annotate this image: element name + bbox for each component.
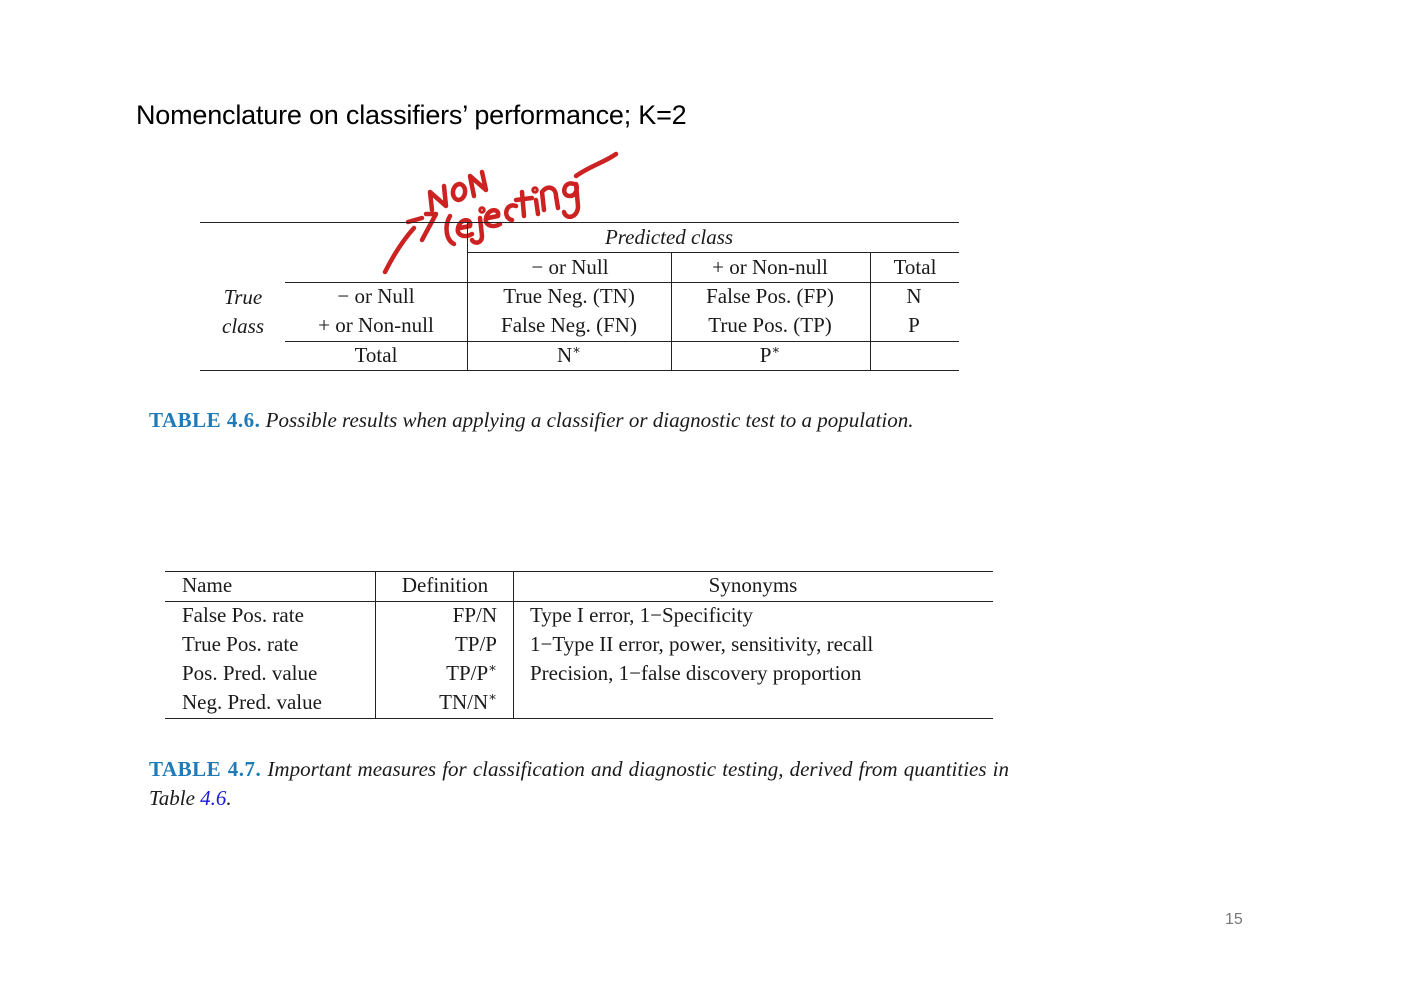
row-synonyms: 1−Type II error, power, sensitivity, recall: [530, 632, 874, 656]
table-4-6-caption-text: Possible results when applying a classifier or diagnostic test to a population.: [265, 408, 914, 432]
row-label-total: Total: [354, 343, 398, 367]
row-name: Pos. Pred. value: [182, 661, 318, 685]
table-4-6-caption-label: TABLE 4.6.: [149, 408, 261, 432]
cell-fp: False Pos. (FP): [706, 284, 834, 308]
cell-fn: False Neg. (FN): [501, 313, 637, 337]
predicted-class-rule: [468, 252, 959, 253]
page-number: 15: [1225, 911, 1243, 928]
header-synonyms: Synonyms: [708, 573, 798, 597]
cell-p-star: P∗: [759, 342, 781, 367]
true-class-label-2: class: [222, 314, 264, 338]
cell-n: N: [906, 284, 922, 308]
col-divider-1: [467, 222, 468, 371]
cell-n-star: N∗: [556, 342, 582, 367]
cell-p: P: [908, 313, 920, 337]
table-bottom-rule: [200, 370, 959, 371]
row-definition: TP/P∗: [446, 660, 497, 685]
true-class-label-1: True: [223, 285, 263, 309]
table-4-7-caption: TABLE 4.7. Important measures for classification and diagnostic testing, derived from quantities in Table 4.6.: [149, 757, 1009, 810]
table-4-7-caption-text: Important measures for classification and diagnostic testing, derived from quantities in Table: [149, 757, 1009, 810]
col-header-total: Total: [893, 255, 937, 279]
table2-header-rule: [165, 601, 993, 602]
table2-top-rule: [165, 571, 993, 572]
slide-title: Nomenclature on classifiers’ performance; K=2: [136, 100, 687, 130]
row-synonyms: Precision, 1−false discovery proportion: [530, 661, 862, 685]
row-definition: FP/N: [452, 603, 497, 627]
table-4-6-caption: [149, 406, 1011, 435]
table-top-rule: [200, 222, 959, 223]
cell-tn: True Neg. (TN): [503, 284, 635, 308]
table2-col-divider-1: [375, 571, 376, 719]
row-label-nonnull: + or Non-null: [318, 313, 434, 337]
col-divider-2: [671, 253, 672, 371]
table2-bottom-rule: [165, 718, 993, 719]
table2-col-divider-2: [513, 571, 514, 719]
row-label-null: − or Null: [337, 284, 415, 308]
predicted-class-header: Predicted class: [604, 225, 734, 249]
table-4-6-link[interactable]: 4.6: [200, 786, 227, 810]
row-definition: TN/N∗: [439, 689, 497, 714]
row-name: False Pos. rate: [182, 603, 304, 627]
header-name: Name: [182, 573, 233, 597]
row-name: True Pos. rate: [182, 632, 299, 656]
header-definition: Definition: [401, 573, 489, 597]
header-bottom-rule: [285, 282, 959, 283]
total-row-rule: [285, 341, 959, 342]
row-definition: TP/P: [454, 632, 497, 656]
col-divider-3: [870, 253, 871, 371]
col-header-null: − or Null: [531, 255, 609, 279]
col-header-nonnull: + or Non-null: [712, 255, 828, 279]
row-synonyms: Type I error, 1−Specificity: [530, 603, 753, 627]
row-name: Neg. Pred. value: [182, 690, 322, 714]
table-4-7-caption-label: TABLE 4.7.: [149, 757, 262, 781]
cell-tp: True Pos. (TP): [708, 313, 832, 337]
